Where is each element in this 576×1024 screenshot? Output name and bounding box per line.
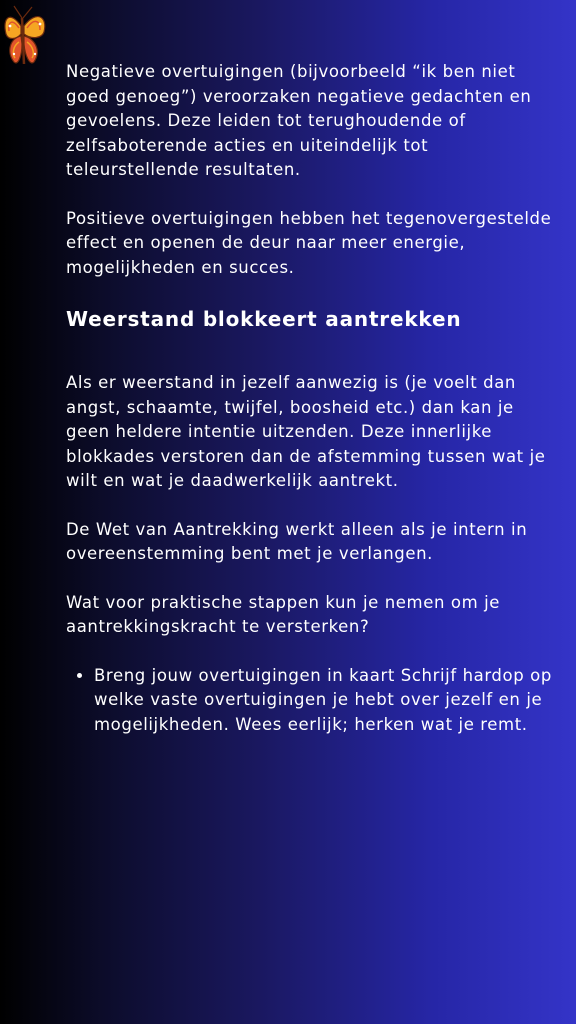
- paragraph-law-of-attraction: De Wet van Aantrekking werkt alleen als je intern in overeenstemming bent met je verlangen.: [66, 519, 528, 563]
- paragraph-question: Wat voor praktische stappen kun je nemen om je aantrekkingskracht te versterken?: [66, 592, 501, 636]
- section-heading: Weerstand blokkeert aantrekken: [66, 307, 462, 331]
- paragraph-positive-beliefs: Positieve overtuigingen hebben het tegenovergestelde effect en openen de deur naar meer energie, mogelijkheden en succes.: [66, 208, 552, 277]
- paragraph-resistance: Als er weerstand in jezelf aanwezig is (je voelt dan angst, schaamte, twijfel, boosheid etc.) dan kan je geen heldere intentie uitzenden. Deze innerlijke blokkades verstoren dan de afstemming tussen wat je wilt en wat je daadwerkelijk aantrekt.: [66, 373, 546, 490]
- steps-list: [66, 664, 556, 738]
- butterfly-icon: [2, 4, 50, 76]
- paragraph-negative-beliefs: Negatieve overtuigingen (bijvoorbeeld “ik ben niet goed genoeg”) veroorzaken negatieve gedachten en gevoelens. Deze leiden tot terughoudende of zelfsaboterende acties en uiteindelijk tot teleurstellende resultaten.: [66, 62, 532, 179]
- article-body: [66, 60, 556, 737]
- list-item: • Breng jouw overtuigingen in kaart Schrijf hardop op welke vaste overtuigingen je hebt over jezelf en je mogelijkheden. Wees eerlijk; herken wat je remt.: [94, 664, 556, 738]
